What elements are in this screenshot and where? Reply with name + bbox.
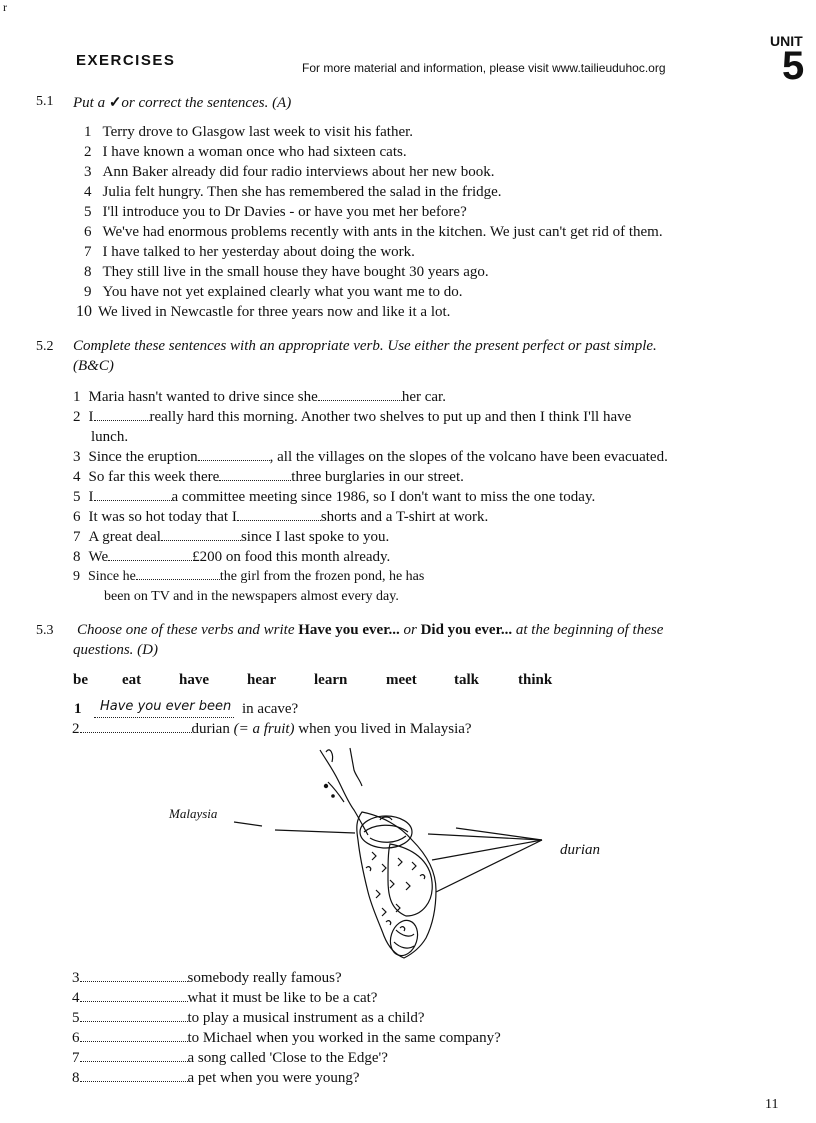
answer-blank[interactable]	[136, 567, 220, 580]
instruction-bold: Have you ever...	[298, 622, 400, 638]
question-number: 7	[72, 1050, 80, 1066]
question-number: 8	[72, 1070, 80, 1086]
item-text: Julia felt hungry. Then she has remembered the salad in the fridge.	[102, 184, 502, 200]
item-number: 2	[73, 409, 81, 425]
instruction-text: or	[399, 622, 421, 638]
question-text: when you lived in Malaysia?	[294, 721, 472, 737]
item-number: 7	[73, 529, 81, 545]
item-text: , all the villages on the slopes of the volcano have been evacuated.	[269, 449, 668, 465]
item-number: 8	[73, 549, 81, 565]
example-text: in a	[242, 701, 265, 717]
list-item	[73, 507, 488, 527]
answer-blank[interactable]	[80, 1029, 188, 1042]
item-number: 9	[84, 284, 92, 300]
item-text: Since the eruption	[88, 449, 198, 465]
question-item	[72, 1008, 425, 1028]
question-item	[72, 1028, 501, 1048]
exercise-instruction: Complete these sentences with an appropriate verb. Use either the present perfect or past simple.	[73, 338, 657, 354]
list-item	[84, 162, 494, 182]
list-item	[84, 242, 415, 262]
item-number: 5	[84, 204, 92, 220]
answer-blank[interactable]	[80, 720, 192, 733]
question-number: 3	[72, 970, 80, 986]
item-text: They still live in the small house they have bought 30 years ago.	[102, 264, 489, 280]
question-text: to play a musical instrument as a child?	[187, 1010, 425, 1026]
item-text: We lived in Newcastle for three years now and like it a lot.	[98, 304, 451, 320]
answer-blank[interactable]	[80, 1009, 188, 1022]
list-item	[73, 447, 668, 467]
website-notice: For more material and information, please visit www.tailieuduhoc.org	[302, 61, 666, 75]
item-text: Terry drove to Glasgow last week to visit his father.	[102, 124, 414, 140]
list-item	[84, 222, 663, 242]
question-text: a song called 'Close to the Edge'?	[187, 1050, 388, 1066]
unit-number: 5	[782, 44, 805, 88]
question-text: a pet when you were young?	[187, 1070, 360, 1086]
question-text: (= a fruit)	[233, 721, 295, 737]
checkmark-icon: ✓	[108, 95, 122, 111]
item-text: I	[88, 489, 94, 505]
question-number: 6	[72, 1030, 80, 1046]
instruction-text: at the beginning of these	[512, 622, 664, 638]
example-answer: Have you ever been	[100, 699, 232, 714]
list-item	[73, 407, 631, 427]
item-text: her car.	[401, 389, 446, 405]
question-text: somebody really famous?	[187, 970, 342, 986]
list-item	[84, 122, 413, 142]
item-number: 6	[84, 224, 92, 240]
item-number: 4	[84, 184, 92, 200]
list-item	[84, 142, 407, 162]
question-2	[72, 719, 472, 739]
item-text: We've had enormous problems recently with ants in the kitchen. We just can't get rid of them.	[102, 224, 663, 240]
answer-blank[interactable]	[94, 408, 150, 421]
question-item	[72, 1048, 388, 1068]
answer-blank[interactable]	[219, 468, 291, 481]
item-text: You have not yet explained clearly what you want me to do.	[102, 284, 463, 300]
item-text: Since he	[88, 569, 136, 584]
example-number: 1	[74, 701, 82, 717]
item-text: I have known a woman once who had sixteen cats.	[102, 144, 407, 160]
item-number: 2	[84, 144, 92, 160]
item-number: 1	[84, 124, 92, 140]
exercise-instruction: (B&C)	[73, 358, 114, 374]
item-text: the girl from the frozen pond, he has	[219, 569, 425, 584]
illustration-label-malaysia: Malaysia	[169, 806, 218, 821]
page-number: 11	[765, 1097, 779, 1112]
item-number: 6	[73, 509, 81, 525]
item-text: Ann Baker already did four radio interviews about her new book.	[102, 164, 495, 180]
item-text: been on TV and in the newspapers almost every day.	[104, 589, 399, 604]
unit-label: UNIT	[770, 33, 803, 49]
list-item	[73, 467, 464, 487]
answer-blank[interactable]	[318, 388, 402, 401]
example-text: cave?	[264, 701, 299, 717]
item-text: three burglaries in our street.	[291, 469, 464, 485]
item-text: since I last spoke to you.	[240, 529, 390, 545]
question-number: 2	[72, 721, 80, 737]
question-text: durian	[191, 721, 234, 737]
item-number: 1	[73, 389, 81, 405]
answer-blank[interactable]	[94, 488, 172, 501]
list-item	[84, 182, 502, 202]
verb-option: have	[179, 672, 209, 688]
answer-blank[interactable]	[80, 1069, 188, 1082]
question-item	[72, 1068, 360, 1088]
item-number: 3	[84, 164, 92, 180]
list-item	[73, 487, 595, 507]
verb-option: talk	[454, 672, 480, 688]
item-number: 5	[73, 489, 81, 505]
question-number: 4	[72, 990, 80, 1006]
list-item	[104, 587, 399, 607]
item-text: It was so hot today that I	[88, 509, 237, 525]
exercise-number: 5.2	[36, 339, 54, 354]
exercise-instruction	[77, 622, 663, 639]
item-number: 3	[73, 449, 81, 465]
question-item	[72, 968, 342, 988]
instruction-text: Put a	[73, 95, 109, 111]
answer-blank[interactable]	[80, 989, 188, 1002]
item-text: We	[88, 549, 109, 565]
question-number: 5	[72, 1010, 80, 1026]
item-text: really hard this morning. Another two shelves to put up and then I think I'll have	[149, 409, 632, 425]
item-number: 10	[76, 303, 92, 320]
item-number: 9	[73, 569, 80, 584]
answer-blank[interactable]	[237, 508, 321, 521]
item-text: A great deal	[88, 529, 161, 545]
verb-option: meet	[386, 672, 417, 688]
item-number: 4	[73, 469, 81, 485]
question-item	[72, 988, 377, 1008]
exercise-instruction: questions. (D)	[73, 642, 158, 658]
corner-mark: r	[3, 0, 7, 14]
question-text: what it must be like to be a cat?	[187, 990, 378, 1006]
instruction-text: Choose one of these verbs and write	[77, 622, 299, 638]
exercise-instruction	[73, 93, 291, 112]
malaysia-durian-illustration	[150, 740, 620, 970]
item-text: Maria hasn't wanted to drive since she	[88, 389, 318, 405]
list-item	[84, 282, 463, 302]
list-item	[73, 527, 389, 547]
item-text: I	[88, 409, 94, 425]
instruction-bold: Did you ever...	[420, 622, 513, 638]
list-item	[73, 567, 424, 587]
item-text: lunch.	[91, 429, 129, 445]
list-item	[91, 427, 128, 447]
list-item	[73, 547, 390, 567]
item-text: I have talked to her yesterday about doing the work.	[102, 244, 415, 260]
list-item	[73, 387, 446, 407]
illustration-label-durian: durian	[560, 842, 601, 858]
item-text: So far this week there	[88, 469, 220, 485]
answer-blank[interactable]	[161, 528, 241, 541]
list-item	[84, 262, 489, 282]
item-text: £200 on food this month already.	[192, 549, 391, 565]
item-text: I'll introduce you to Dr Davies - or have you met her before?	[102, 204, 467, 220]
example-answer-line	[94, 699, 234, 718]
answer-blank[interactable]	[198, 448, 270, 461]
instruction-text: or correct the sentences. (A)	[121, 95, 292, 111]
answer-blank[interactable]	[80, 1049, 188, 1062]
item-text: a committee meeting since 1986, so I don't want to miss the one today.	[171, 489, 596, 505]
list-item	[76, 302, 450, 322]
exercise-number: 5.3	[36, 623, 54, 638]
item-number: 7	[84, 244, 92, 260]
example-rest	[242, 701, 298, 718]
verb-option: eat	[122, 672, 142, 688]
item-number: 8	[84, 264, 92, 280]
exercises-heading: EXERCISES	[76, 52, 176, 69]
answer-blank[interactable]	[80, 969, 188, 982]
answer-blank[interactable]	[108, 548, 192, 561]
verb-option: think	[518, 672, 553, 688]
verb-option: learn	[314, 672, 348, 688]
list-item	[84, 202, 467, 222]
exercise-number: 5.1	[36, 94, 54, 109]
item-text: shorts and a T-shirt at work.	[320, 509, 489, 525]
question-text: to Michael when you worked in the same company?	[187, 1030, 501, 1046]
verb-option: hear	[247, 672, 277, 688]
verb-option: be	[73, 672, 88, 688]
